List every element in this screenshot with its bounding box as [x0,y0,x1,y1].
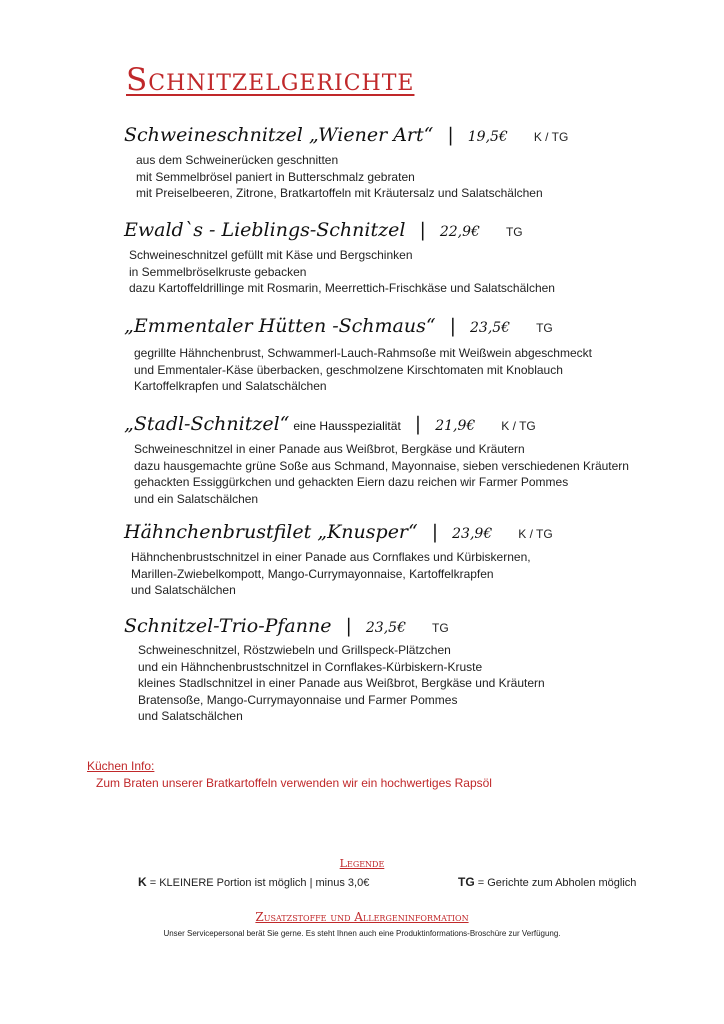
description-line: dazu hausgemachte grüne Soße aus Schmand, Mayonnaise, sieben verschiedenen Kräutern [134,458,629,473]
dish-name: Schweineschnitzel „Wiener Art“ [124,124,434,146]
dish-description [136,152,543,202]
description-line: in Semmelbröselkruste gebacken [129,264,307,279]
separator: | [345,615,352,637]
dish-price: 21,9€ [435,418,476,434]
dish-description [134,345,592,395]
dish-name: „Stadl-Schnitzel“ [124,413,290,435]
dish-name: „Emmentaler Hütten -Schmaus“ [124,315,436,337]
dish-heading [124,521,553,543]
separator: | [449,315,456,337]
dish-heading [124,413,536,435]
dish-tags: K / TG [501,419,536,433]
dish-price: 23,5€ [470,320,511,336]
description-line: dazu Kartoffeldrillinge mit Rosmarin, Meerrettich-Frischkäse und Salatschälchen [129,281,555,295]
kitchen-info-title: Küchen Info: [87,759,155,773]
dish-price: 23,9€ [452,526,493,542]
legend-tg [458,875,636,889]
description-line: und Emmentaler-Käse überbacken, geschmolzene Kirschtomaten mit Knoblauch [134,362,563,377]
dish-tags: TG [431,621,449,635]
separator: | [431,521,439,543]
description-line: Bratensoße, Mango-Currymayonnaise und Farmer Pommes [138,692,458,707]
legend-tg-text: = Gerichte zum Abholen möglich [477,877,637,889]
legend-k [138,875,369,889]
description-line: Hähnchenbrustschnitzel in einer Panade aus Cornflakes und Kürbiskernen, [131,550,531,564]
page-title: Schnitzelgerichte [126,62,415,98]
separator: | [414,413,422,435]
description-line: mit Semmelbrösel paniert in Butterschmalz gebraten [136,169,415,184]
dish-tags: TG [505,225,523,239]
description-line: Schweineschnitzel in einer Panade aus Weißbrot, Bergkäse und Kräutern [134,442,525,456]
dish-name: Hähnchenbrustfilet „Knusper“ [124,521,418,543]
description-line: und Salatschälchen [131,583,236,597]
dish-description [129,247,555,297]
dish-price: 19,5€ [467,129,508,145]
description-line: gegrillte Hähnchenbrust, Schwammerl-Lauch-Rahmsoße mit Weißwein abgeschmeckt [134,346,592,360]
description-line: Marillen-Zwiebelkompott, Mango-Currymayonnaise, Kartoffelkrapfen [131,566,494,581]
description-line: und ein Salatschälchen [134,491,259,506]
allergen-text: Unser Servicepersonal berät Sie gerne. Es steht Ihnen auch eine Produktinformations-Broschüre zur Verfügung. [163,929,561,938]
description-line: Kartoffelkrapfen und Salatschälchen [134,379,327,393]
dish-name: Ewald`s - Lieblings-Schnitzel [124,219,406,241]
description-line: und ein Hähnchenbrustschnitzel in Cornflakes-Kürbiskern-Kruste [138,659,483,674]
description-line: Schweineschnitzel gefüllt mit Käse und Bergschinken [129,248,413,262]
dish-tags: K / TG [518,527,553,541]
legend-title: Legende [339,857,385,870]
separator: | [419,219,426,241]
legend-tg-key: TG [458,875,475,889]
separator: | [447,124,454,146]
description-line: mit Preiselbeeren, Zitrone, Bratkartoffeln mit Kräutersalz und Salatschälchen [136,186,543,200]
dish-tags: K / TG [533,130,569,144]
allergen-title: Zusatzstoffe und Allergeninformation [255,910,469,924]
dish-heading [124,124,568,146]
dish-name: Schnitzel-Trio-Pfanne [124,615,332,637]
dish-heading [124,219,523,241]
description-line: kleines Stadlschnitzel in einer Panade aus Weißbrot, Bergkäse und Kräutern [138,676,545,690]
dish-description [131,549,531,599]
dish-price: 22,9€ [439,224,480,240]
dish-heading [124,615,449,637]
dish-price: 23,5€ [365,620,406,636]
dish-tags: TG [536,321,553,335]
dish-note: eine Hausspezialität [293,419,401,433]
dish-heading [124,315,553,337]
legend-k-key: K [138,875,147,889]
description-line: aus dem Schweinerücken geschnitten [136,153,339,167]
kitchen-info-text: Zum Braten unserer Bratkartoffeln verwenden wir ein hochwertiges Rapsöl [96,776,492,790]
description-line: und Salatschälchen [138,709,243,723]
description-line: Schweineschnitzel, Röstzwiebeln und Grillspeck-Plätzchen [138,643,451,657]
dish-description [134,441,629,507]
legend-k-text: = KLEINERE Portion ist möglich | minus 3,0€ [149,877,370,889]
description-line: gehackten Essiggürkchen und gehackten Eiern dazu reichen wir Farmer Pommes [134,475,569,489]
dish-description [138,642,545,725]
